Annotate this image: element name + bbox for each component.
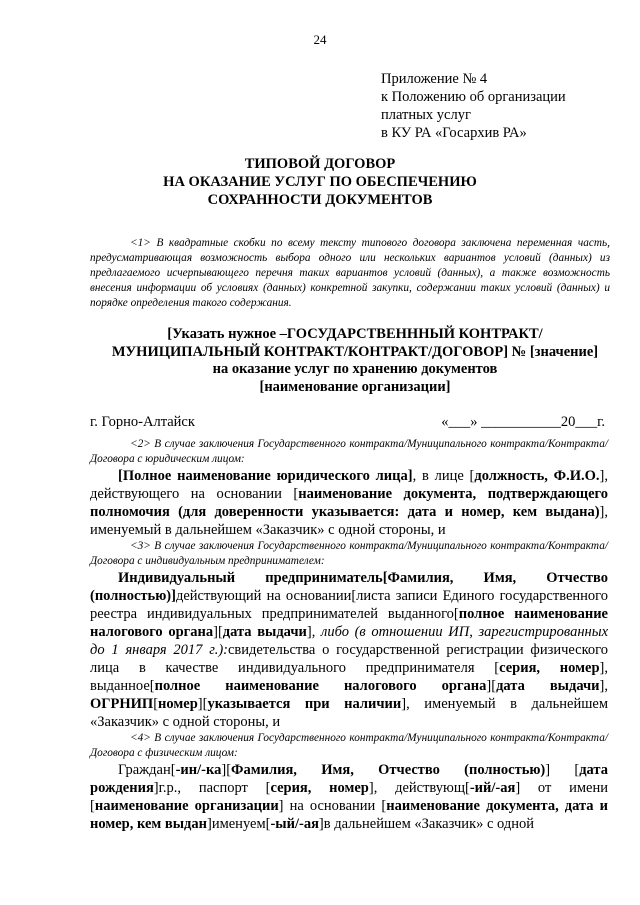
appendix-line: в КУ РА «Госархив РА» bbox=[381, 125, 527, 141]
title-line: СОХРАННОСТИ ДОКУМЕНТОВ bbox=[207, 192, 433, 208]
bold-fragment: дата выдачи bbox=[222, 624, 307, 640]
text-fragment: ][ bbox=[213, 624, 223, 640]
bold-fragment: наименование документа, подтверждающего полномочия (для доверенности указывается: дата и номер, кем выдана) bbox=[90, 486, 609, 520]
contract-heading bbox=[85, 326, 625, 396]
bold-fragment: номер bbox=[158, 696, 198, 712]
text-fragment: ][ bbox=[486, 678, 497, 694]
text-fragment: ] [ bbox=[545, 762, 580, 778]
footnote-4: <4> В случае заключения Государственного контракта/Муниципального контракта/Контракта/Договора с физическим лицом: bbox=[90, 732, 608, 759]
footnote-2: <2> В случае заключения Государственного контракта/Муниципального контракта/Контракта/Договора с юридическим лицом: bbox=[90, 438, 608, 465]
text-fragment: ] на основании [ bbox=[278, 798, 387, 814]
text-fragment: ]в дальнейшем «Заказчик» с одной bbox=[318, 816, 535, 832]
legal-entity-paragraph bbox=[90, 467, 608, 539]
text-fragment: ], именуемый в дальнейшем «Заказчик» с одной стороны, и bbox=[90, 696, 609, 730]
text-fragment: ]именуем[ bbox=[206, 816, 271, 832]
bold-fragment: -ин/-ка bbox=[175, 762, 222, 778]
contract-heading-line: [Указать нужное –ГОСУДАРСТВЕНННЫЙ КОНТРАКТ/ bbox=[167, 326, 543, 342]
bold-fragment: Фамилия, Имя, Отчество (полностью) bbox=[231, 762, 546, 778]
title-line: НА ОКАЗАНИЕ УСЛУГ ПО ОБЕСПЕЧЕНИЮ bbox=[163, 174, 477, 190]
bold-fragment: дата выдачи bbox=[496, 678, 600, 694]
text-fragment: ], именуемый в дальнейшем «Заказчик» с одной стороны, и bbox=[90, 504, 608, 538]
bold-fragment: серия, номер bbox=[270, 780, 369, 796]
text-fragment: ], bbox=[599, 678, 608, 694]
footnote-3: <3> В случае заключения Государственного контракта/Муниципального контракта/Контракта/Договора с индивидуальным предпринимателем: bbox=[90, 540, 608, 567]
bold-fragment: ОГРНИП bbox=[90, 696, 154, 712]
footnote-1: <1> В квадратные скобки по всему тексту типового договора заключена переменная часть, предусматривающая возможность выбора одного или нескольких вариантов условий (данных) из предлагаемого исчерпывающего перечня таких вариантов условий (данных), а также возможность внесения информации об условиях (данных) конкретной закупки, содержании таких условий (данных) и порядке определения такого содержания. bbox=[90, 237, 610, 309]
text-fragment: , в лице [ bbox=[412, 468, 475, 484]
text-fragment: ], bbox=[306, 624, 322, 640]
contract-heading-line: [наименование организации] bbox=[259, 378, 451, 395]
bold-fragment: наименование организации bbox=[94, 798, 279, 814]
text-fragment: ], действующ[ bbox=[368, 780, 470, 796]
page-number: 24 bbox=[313, 32, 327, 47]
bold-fragment: -ий/-ая bbox=[469, 780, 516, 796]
italic-fragment: либо (в отношении ИП, зарегистрированных до 1 января 2017 г.): bbox=[90, 624, 608, 658]
bold-fragment: Индивидуальный предприниматель[Фамилия, Имя, Отчество (полностью)] bbox=[90, 570, 608, 604]
bold-fragment: наименование документа, дата и номер, кем выдан bbox=[90, 798, 608, 832]
individual-paragraph bbox=[90, 761, 608, 833]
text-fragment: ][ bbox=[221, 762, 232, 778]
contract-heading-line: МУНИЦИПАЛЬНЫЙ КОНТРАКТ/КОНТРАКТ/ДОГОВОР] № [значение] bbox=[111, 343, 599, 360]
text-fragment: ], действующего на основании [ bbox=[90, 468, 608, 502]
text-fragment: ]г.р., паспорт [ bbox=[153, 780, 271, 796]
appendix-line: Приложение № 4 bbox=[381, 71, 488, 87]
bold-fragment: серия, номер bbox=[499, 660, 600, 676]
appendix-line: платных услуг bbox=[381, 107, 471, 123]
text-fragment: свидетельства о государственной регистрации физического лица в качестве индивидуального предпринимателя [ bbox=[90, 642, 608, 676]
bold-fragment: -ый/-ая bbox=[270, 816, 319, 832]
city: г. Горно-Алтайск bbox=[90, 414, 195, 430]
place-date-line bbox=[90, 413, 605, 431]
text-fragment: действующий на основании[листа записи Единого государственного реестра индивидуальных предпринимателей выданного[ bbox=[90, 588, 608, 622]
bold-fragment: [Полное наименование юридического лица] bbox=[118, 468, 413, 484]
document-title bbox=[0, 155, 640, 209]
bold-fragment: дата рождения bbox=[90, 762, 608, 796]
appendix-reference bbox=[381, 70, 566, 142]
entrepreneur-paragraph bbox=[90, 569, 608, 731]
bold-fragment: должность, Ф.И.О. bbox=[474, 468, 600, 484]
bold-fragment: указывается при наличии bbox=[207, 696, 402, 712]
contract-heading-line: на оказание услуг по хранению документов bbox=[212, 361, 498, 377]
text-fragment: ] от имени [ bbox=[90, 780, 608, 814]
date-field: «___» ___________20___г. bbox=[441, 414, 605, 430]
text-fragment: ][ bbox=[197, 696, 208, 712]
text-fragment: ], выданное[ bbox=[90, 660, 608, 694]
bold-fragment: полное наименование налогового органа bbox=[154, 678, 487, 694]
text-fragment: [ bbox=[153, 696, 159, 712]
text-fragment: Граждан[ bbox=[118, 762, 176, 778]
title-line: ТИПОВОЙ ДОГОВОР bbox=[244, 156, 396, 172]
contract-body bbox=[90, 437, 608, 833]
bold-fragment: полное наименование налогового органа bbox=[90, 606, 608, 640]
appendix-line: к Положению об организации bbox=[381, 89, 566, 105]
